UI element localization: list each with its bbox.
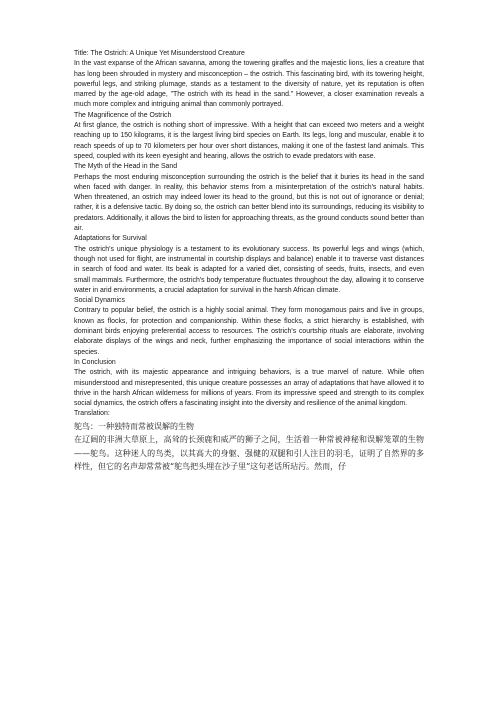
section-heading: The Magnificence of the Ostrich bbox=[74, 111, 172, 119]
section-body: The ostrich, with its majestic appearance and intriguing behaviors, is a true marvel of nature. While often misunderstood and misrepresented, this unique creature possesses an array of adaptations that have allowed it to thrive in the harsh African wilderness for millions of years. From its impressive speed and strength to its complex social dynamics, the ostrich offers a fascinating insight into the diversity and resilience of the animal kingdom. bbox=[74, 369, 424, 408]
section-heading: In Conclusion bbox=[74, 358, 116, 366]
section-heading: Social Dynamics bbox=[74, 297, 125, 305]
section-body: Perhaps the most enduring misconception surrounding the ostrich is the belief that it buries its head in the sand when faced with danger. In reality, this behavior stems from a misinterpretation of the ostrich's natural habits. When threatened, an ostrich may indeed lower its head to the ground, but this is not out of ignorance or denial; rather, it is a defensive tactic. By doing so, the ostrich can better blend into its surroundings, reducing its visibility to predators. Additionally, it allows the bird to listen for approaching threats, as the ground conducts sound better than air. bbox=[74, 173, 424, 233]
translation-label: Translation: bbox=[74, 410, 110, 418]
section-heading: Adaptations for Survival bbox=[74, 235, 147, 243]
section-body: The ostrich's unique physiology is a testament to its evolutionary success. Its powerful legs and wings (which, though not used for flight, are instrumental in courtship displays and balance) enable it to traverse vast distances in search of food and water. Its beak is adapted for a varied diet, consisting of seeds, fruits, insects, and even small mammals. Furthermore, the ostrich's body temperature fluctuates throughout the day, allowing it to conserve water in arid environments, a crucial adaptation for survival in the harsh African climate. bbox=[74, 245, 424, 294]
chinese-translation bbox=[74, 420, 424, 474]
section-body: Contrary to popular belief, the ostrich is a highly social animal. They form monogamous pairs and live in groups, known as flocks, for protection and companionship. Within these flocks, a strict hierarchy is established, with dominant birds enjoying preferential access to resources. The ostrich's courtship rituals are elaborate, involving elaborate displays of the wings and neck, further emphasizing the importance of social interactions within the species. bbox=[74, 307, 424, 356]
chinese-title: 鸵鸟：一种独特而常被误解的生物 bbox=[74, 421, 194, 431]
section-body: At first glance, the ostrich is nothing short of impressive. With a height that can exceed two meters and a weight reaching up to 150 kilograms, it is the largest living bird species on Earth. Its legs, long and muscular, enable it to reach speeds of up to 70 kilometers per hour over short distances, making it one of the fastest land animals. This speed, coupled with its keen eyesight and hearing, allows the ostrich to evade predators with ease. bbox=[74, 122, 424, 160]
section-heading: The Myth of the Head in the Sand bbox=[74, 163, 178, 171]
intro-paragraph: In the vast expanse of the African savanna, among the towering giraffes and the majestic lions, lies a creature that has long been shrouded in mystery and misconception – the ostrich. This fascinating bird, with its towering height, powerful legs, and striking plumage, stands as a testament to the diversity of nature, yet its reputation is often marred by the age-old adage, "The ostrich with its head in the sand." However, a closer examination reveals a much more complex and intriguing animal than commonly portrayed. bbox=[74, 60, 424, 109]
document-page bbox=[74, 49, 424, 473]
chinese-intro: 在辽阔的非洲大草原上，高耸的长颈鹿和威严的狮子之间，生活着一种常被神秘和误解笼罩的生物——鸵鸟。这种迷人的鸟类，以其高大的身躯、强健的双腿和引人注目的羽毛，证明了自然界的多样性，但它的名声却常常被“鸵鸟把头埋在沙子里”这句老话所玷污。然而，仔 bbox=[74, 435, 424, 471]
document-title: Title: The Ostrich: A Unique Yet Misunderstood Creature bbox=[74, 50, 245, 57]
